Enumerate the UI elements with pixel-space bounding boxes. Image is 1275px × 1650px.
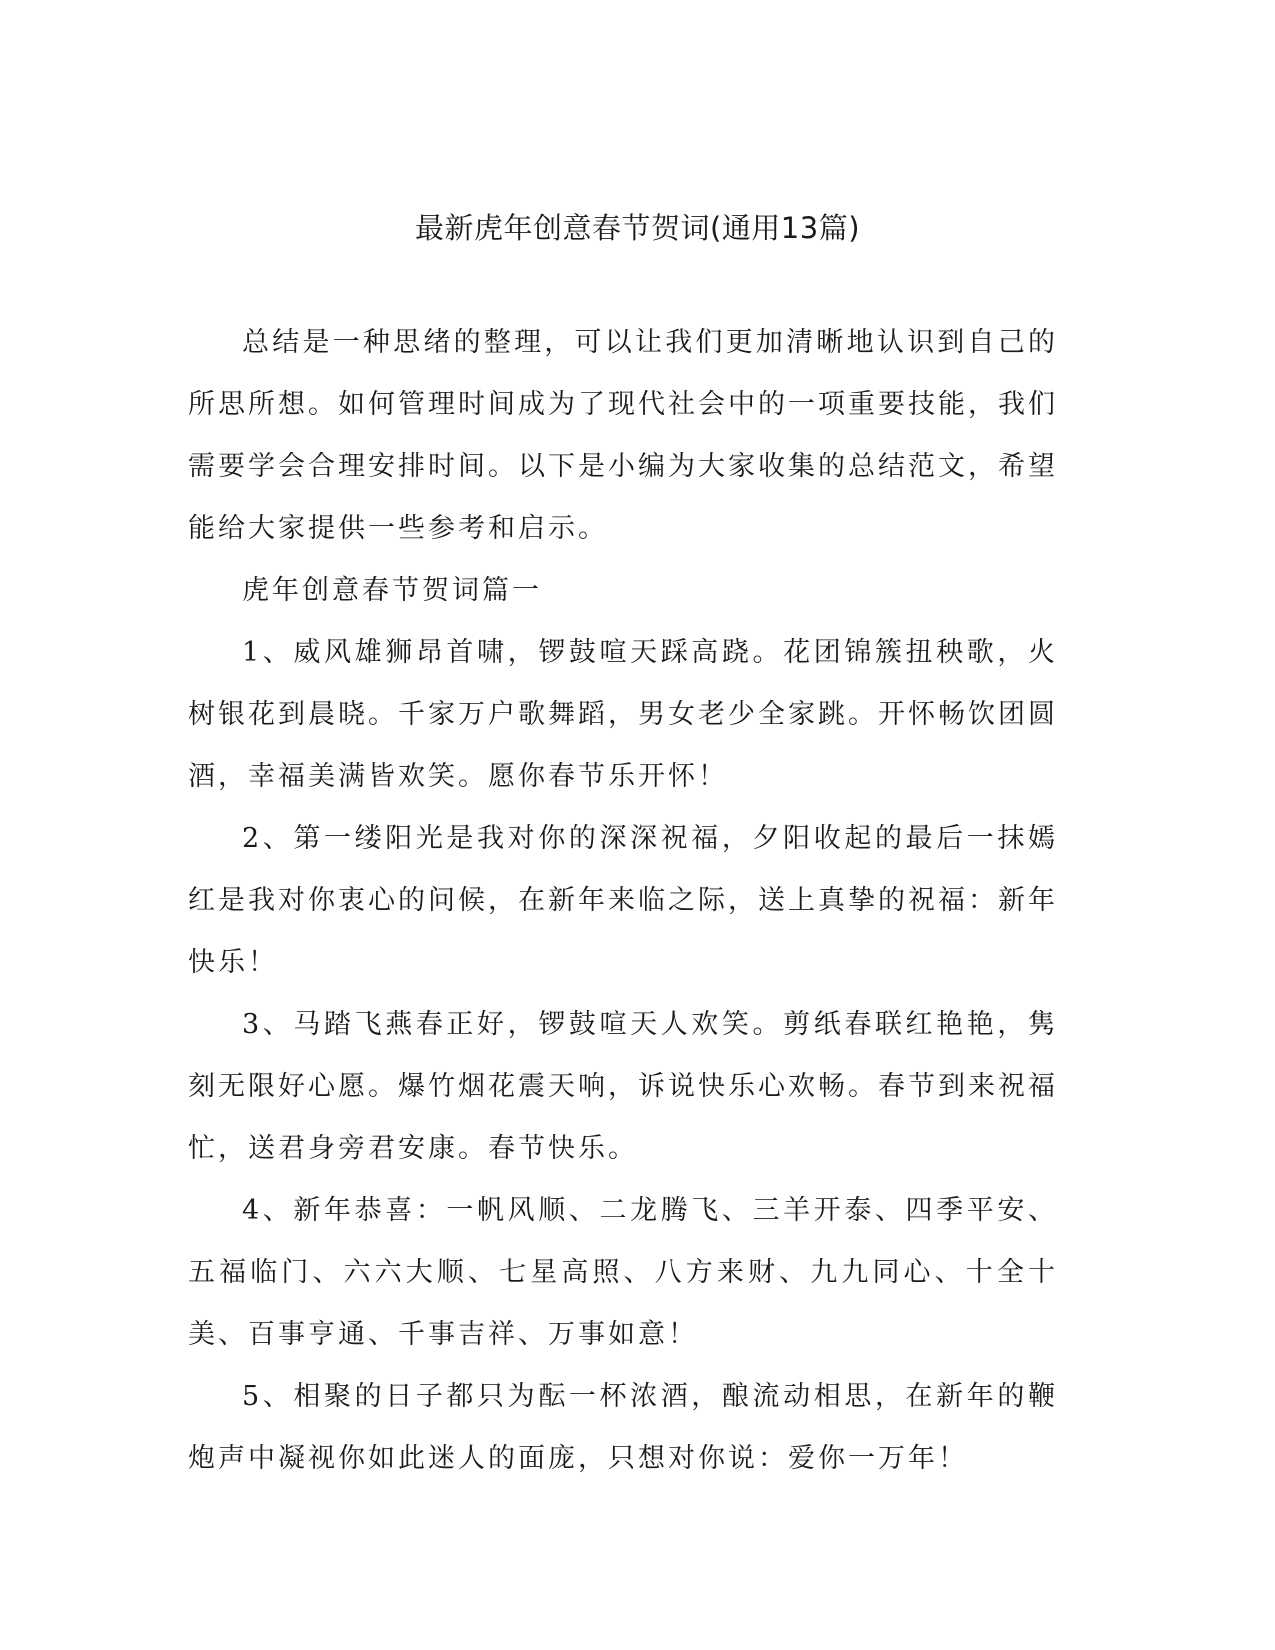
intro-paragraph: 总结是一种思绪的整理，可以让我们更加清晰地认识到自己的所思所想。如何管理时间成为了现代社会中的一项重要技能，我们需要学会合理安排时间。以下是小编为大家收集的总结范文，希望能给大家提供一些参考和启示。 [188,327,1058,544]
document-title: 最新虎年创意春节贺词(通用13篇) [414,211,861,245]
greeting-paragraph-5: 5、相聚的日子都只为酝一杯浓酒，酿流动相思，在新年的鞭炮声中凝视你如此迷人的面庞，只想对你说：爱你一万年！ [188,1381,1058,1474]
greeting-paragraph-1: 1、威风雄狮昂首啸，锣鼓喧天踩高跷。花团锦簇扭秧歌，火树银花到晨晓。千家万户歌舞蹈，男女老少全家跳。开怀畅饮团圆酒，幸福美满皆欢笑。愿你春节乐开怀！ [188,637,1058,792]
greeting-paragraph-2: 2、第一缕阳光是我对你的深深祝福，夕阳收起的最后一抹嫣红是我对你衷心的问候，在新年来临之际，送上真挚的祝福：新年快乐！ [188,823,1058,978]
greeting-paragraph-4: 4、新年恭喜：一帆风顺、二龙腾飞、三羊开泰、四季平安、五福临门、六六大顺、七星高照、八方来财、九九同心、十全十美、百事亨通、千事吉祥、万事如意！ [188,1195,1058,1350]
greeting-paragraph-3: 3、马踏飞燕春正好，锣鼓喧天人欢笑。剪纸春联红艳艳，隽刻无限好心愿。爆竹烟花震天响，诉说快乐心欢畅。春节到来祝福忙，送君身旁君安康。春节快乐。 [188,1009,1058,1164]
document-body [188,312,1058,1490]
section-heading: 虎年创意春节贺词篇一 [242,575,542,606]
